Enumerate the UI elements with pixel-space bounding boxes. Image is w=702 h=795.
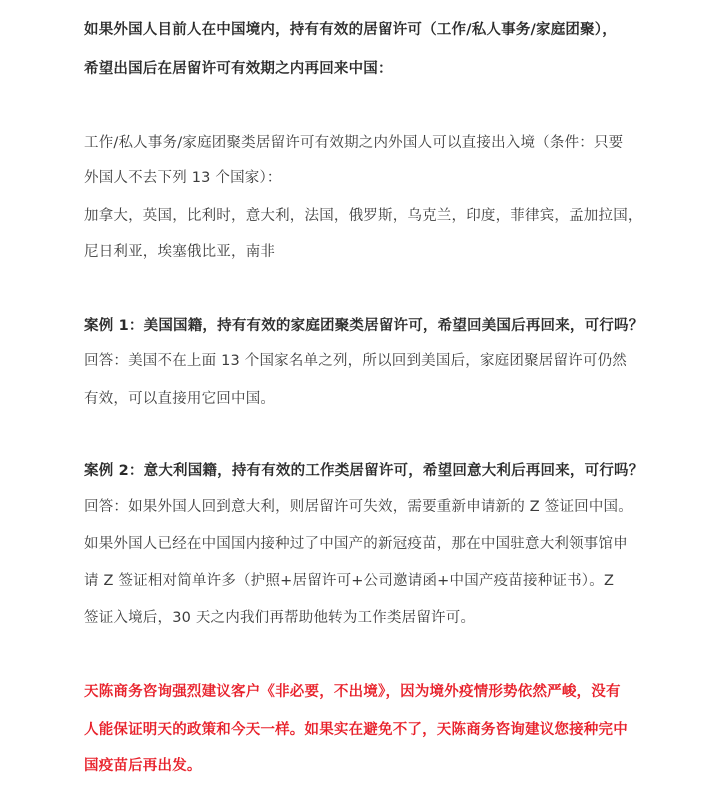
country-list-line-1: 加拿大，英国，比利时，意大利，法国，俄罗斯，乌克兰，印度，菲律宾，孟加拉国， bbox=[84, 208, 643, 224]
case2-answer-line-4: 签证入境后，30 天之内我们再帮助他转为工作类居留许可。 bbox=[84, 610, 476, 626]
advice-line-1: 天陈商务咨询强烈建议客户《非必要，不出境》，因为境外疫情形势依然严峻，没有 bbox=[84, 684, 621, 700]
advice-line-3: 国疫苗后再出发。 bbox=[84, 758, 202, 774]
advice-line-2: 人能保证明天的政策和今天一样。如果实在避免不了，天陈商务咨询建议您接种完中 bbox=[84, 722, 628, 738]
case2-answer-line-1: 回答：如果外国人回到意大利，则居留许可失效，需要重新申请新的 Z 签证回中国。 bbox=[84, 499, 633, 515]
case1-answer-line-1: 回答：美国不在上面 13 个国家名单之列，所以回到美国后，家庭团聚居留许可仍然 bbox=[84, 353, 627, 369]
rule-line-2: 外国人不去下列 13 个国家）： bbox=[84, 170, 282, 186]
country-list-line-2: 尼日利亚，埃塞俄比亚，南非 bbox=[84, 244, 276, 260]
case2-question: 案例 2：意大利国籍，持有有效的工作类居留许可，希望回意大利后再回来，可行吗？ bbox=[84, 463, 644, 479]
intro-line-2: 希望出国后在居留许可有效期之内再回来中国： bbox=[84, 61, 393, 77]
case2-answer-line-2: 如果外国人已经在中国国内接种过了中国产的新冠疫苗，那在中国驻意大利领事馆申 bbox=[84, 536, 628, 552]
intro-line-1: 如果外国人目前人在中国境内，持有有效的居留许可（工作/私人事务/家庭团聚）， bbox=[84, 22, 617, 38]
case1-answer-line-2: 有效，可以直接用它回中国。 bbox=[84, 391, 276, 407]
case2-answer-line-3: 请 Z 签证相对简单许多（护照+居留许可+公司邀请函+中国产疫苗接种证书）。Z bbox=[84, 573, 615, 589]
case1-question: 案例 1：美国国籍，持有有效的家庭团聚类居留许可，希望回美国后再回来，可行吗？ bbox=[84, 318, 644, 334]
rule-line-1: 工作/私人事务/家庭团聚类居留许可有效期之内外国人可以直接出入境（条件：只要 bbox=[84, 135, 624, 151]
